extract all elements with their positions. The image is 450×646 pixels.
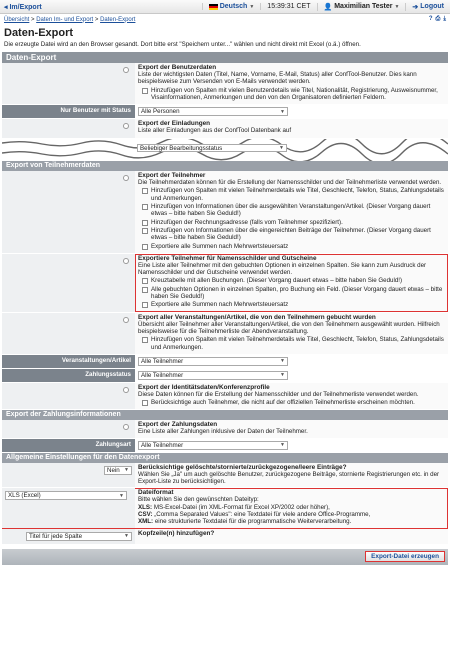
status-select[interactable]: Alle Personen ▼ [138,107,288,116]
format-desc: MS-Excel-Datei (im XML-Format für Excel XP/2002 oder höher), [153,503,330,511]
option-participants [2,171,448,254]
radio-users[interactable] [123,67,129,73]
back-arrow-icon: ◂ [4,3,10,11]
checkbox[interactable] [142,400,148,406]
torn-edge [2,139,448,161]
breadcrumb-item[interactable]: Daten Im- und Export [36,16,94,23]
help-icon[interactable]: ? [428,16,433,22]
language-selector[interactable]: Deutsch ▼ [202,3,261,10]
events-row [2,355,448,369]
checkbox[interactable] [142,204,148,210]
option-title: Export der Benutzerdaten [138,64,217,71]
page-intro: Die erzeugte Datei wird an den Browser gesandt. Dort bitte erst "Speichern unter..." wählen und nicht direkt mit Excel (o.ä.) öffnen. [4,41,361,48]
format-row [2,488,448,528]
payment-status-row [2,369,448,383]
format-desc: eine strukturierte Textdatei für die programmatische Weiterverarbeitung. [154,518,352,526]
checkbox-label: Hinzufügen von Spalten mit vielen Benutzerdetails wie Titel, Nationalität, Registrierung, Ausweisnummer, Visainformationen, Anmerkungen und den von den Organisatoren definierten Feldern. [151,86,438,101]
breadcrumb-item[interactable]: Daten-Export [100,16,136,23]
format-key: XML: [138,518,154,526]
chevron-down-icon: ▼ [280,358,285,365]
events-label: Veranstaltungen/Artikel [2,355,135,368]
section-header-export: Daten-Export [2,52,448,63]
header-row-option [2,529,448,545]
section-header-general: Allgemeine Einstellungen für den Datenexport [2,453,448,463]
checkbox-user-details[interactable] [142,88,148,94]
breadcrumb: Übersicht > Daten Im- und Export > Daten-Export ? ⎙ ⤓ [4,16,446,23]
status-label: Nur Benutzer mit Status [2,105,135,118]
option-badges [2,254,448,313]
option-users [2,63,448,105]
payment-type-select[interactable]: Alle Teilnehmer ▼ [138,441,288,450]
logout-link[interactable]: ➔ Logout [405,3,446,11]
option-identity [2,383,448,411]
checkbox[interactable] [142,278,148,284]
option-title: Export der Teilnehmer [138,172,206,180]
option-invites [2,119,448,139]
checkbox-label: Hinzufügen von Spalten mit vielen Teilnehmerdetails wie Titel, Geschlecht, Telefon, Status, Zahlungsdetails und Anmerkungen. [151,336,444,351]
radio-identity[interactable] [123,387,129,393]
checkbox-label: Hinzufügen von Spalten mit vielen Teilnehmerdetails wie Titel, Geschlecht, Telefon, Status, Zahlungsdetails und Anmerkungen. [151,187,444,202]
radio-badges[interactable] [123,258,129,264]
user-icon: 👤 [323,3,333,11]
footer-bar [2,549,448,565]
option-desc: Die Teilnehmerdaten können für die Erstellung der Namensschilder und der Teilnehmerliste verwendet werden. [138,179,442,187]
radio-payment[interactable] [123,424,129,430]
checkbox-label: Kreuztabelle mit allen Buchungen. (Dieser Vorgang dauert etwas – bitte haben Sie Geduld!) [151,277,403,285]
checkbox-label: Berücksichtige auch Teilnehmer, die nicht auf der offiziellen Teilnehmerliste erscheinen möchten. [151,399,415,407]
status-row [2,105,448,119]
clock: 15:39:31 CET [260,3,316,10]
checkbox-label: Hinzufügen von Informationen über die eingereichten Beiträge der Teilnehmer. (Dieser Vorgang dauert etwas – bitte haben Sie Geduld!) [151,226,431,242]
events-select[interactable]: Alle Teilnehmer ▼ [138,357,288,366]
option-desc: Eine Liste aller Zahlungen inklusive der Daten der Teilnehmer. [138,428,308,436]
chevron-down-icon: ▼ [249,3,255,10]
download-icon[interactable]: ⤓ [443,16,446,22]
chevron-down-icon: ▼ [124,467,129,474]
radio-events[interactable] [123,317,129,323]
top-bar [0,0,450,14]
payment-type-label: Zahlungsart [2,439,135,452]
option-title: Berücksichtige gelöschte/stornierte/zurückgezogene/leere Einträge? [138,463,347,471]
page-title: Daten-Export [4,27,74,39]
option-title: Dateiformat [138,489,174,497]
radio-participants[interactable] [123,175,129,181]
option-title: Exportiere Teilnehmer für Namensschilder und Gutscheine [138,254,317,262]
deleted-select[interactable]: Nein ▼ [104,466,132,475]
export-button[interactable]: Export-Datei erzeugen [365,551,445,562]
checkbox[interactable] [142,228,148,234]
print-icon[interactable]: ⎙ [435,16,441,22]
option-title: Export aller Veranstaltungen/Artikel, die von den Teilnehmern gebucht wurden [138,313,376,321]
chevron-down-icon: ▼ [280,108,285,115]
payment-status-label: Zahlungsstatus [2,369,135,382]
format-select[interactable]: XLS (Excel) ▼ [5,491,127,500]
checkbox-label: Exportiere alle Summen nach Mehrwertsteuersatz [151,242,289,250]
chevron-down-icon: ▼ [394,3,400,10]
checkbox-label: Exportiere alle Summen nach Mehrwertsteuersatz [151,301,289,309]
option-desc: Bitte wählen Sie den gewünschten Dateityp: [138,496,259,504]
chevron-down-icon: ▼ [124,533,129,539]
checkbox[interactable] [142,302,148,308]
option-desc: Liste aller Einladungen aus der ConfTool Datenbank auf [138,127,292,135]
invite-status-select[interactable]: Beliebiger Bearbeitungsstatus ▼ [137,144,287,152]
user-menu[interactable]: 👤 Maximilian Tester ▼ [317,3,406,11]
checkbox[interactable] [142,244,148,250]
radio-invites[interactable] [123,123,129,129]
option-desc: Liste der wichtigsten Daten (Titel, Name, Vorname, E-Mail, Status) aller ConfTool-Benutzer. Dies kann beispielsweise zum Versenden von E-Mails verwendet werden. [138,71,417,86]
chevron-down-icon: ▼ [119,492,124,499]
option-events [2,313,448,355]
option-desc: Übersicht aller Teilnehmer aller Veranstaltungen/Artikel, die von den Teilnehmern ausgewählt wurden. Hilfreich beispielsweise für die Teilnehmerliste der Abendveranstaltung. [138,320,440,335]
option-payment [2,420,448,438]
checkbox-label: Hinzufügen von Informationen über die ausgewählten Veranstaltungen/Artikel. (Dieser Vorgang dauert etwas – bitte haben Sie Geduld!) [151,203,431,218]
logout-icon: ➔ [412,3,419,11]
payment-status-select[interactable]: Alle Teilnehmer ▼ [138,371,288,380]
option-desc: Eine Liste aller Teilnehmer mit den gebuchten Optionen in einzelnen Spalten. Sie kann zum Ausdruck der Namensschilder und der Gutscheine verwendet werden. [138,261,427,277]
option-title: Export der Einladungen [138,120,211,128]
checkbox-label: Alle gebuchten Optionen in einzelnen Spalten, pro Buchung ein Feld. (Dieser Vorgang dauert etwas – bitte haben Sie Geduld!) [151,285,443,301]
header-row-select[interactable]: Titel für jede Spalte ▼ [26,532,132,541]
format-key: CSV: [138,510,153,518]
chevron-down-icon: ▼ [280,442,285,449]
option-title: Kopfzeile(n) hinzufügen? [138,529,215,537]
checkbox[interactable] [142,287,148,293]
chevron-down-icon: ▼ [279,145,284,152]
breadcrumb-item[interactable]: Übersicht [4,16,30,23]
german-flag-icon [209,4,218,10]
checkbox[interactable] [142,220,148,226]
option-title: Export der Zahlungsdaten [138,421,218,429]
option-title: Export der Identitätsdaten/Konferenzprofile [138,383,270,391]
back-link[interactable]: ◂ Im/Export [4,3,42,11]
payment-type-row [2,439,448,453]
checkbox[interactable] [142,188,148,194]
deleted-row [2,463,448,489]
section-header-payment: Export der Zahlungsinformationen [2,410,448,420]
checkbox[interactable] [142,337,148,343]
checkbox-label: Hinzufügen der Rechnungsadresse (falls vom Teilnehmer spezifiziert). [151,218,343,226]
format-key: XLS: [138,503,153,511]
option-desc: Diese Daten können für die Erstellung der Namensschilder und der Teilnehmerliste verwendet werden. [138,390,419,398]
format-desc: „Comma Separated Values": eine Textdatei für viele andere Office-Programme, [154,510,371,518]
chevron-down-icon: ▼ [280,372,285,379]
section-header-participants: Export von Teilnehmerdaten [2,161,448,171]
option-desc: Wählen Sie „Ja" um auch gelöschte Benutzer, zurückgezogene Beiträge, stornierte Registrierungen etc. in der Export-Liste zu berücksichtigen. [138,470,440,486]
